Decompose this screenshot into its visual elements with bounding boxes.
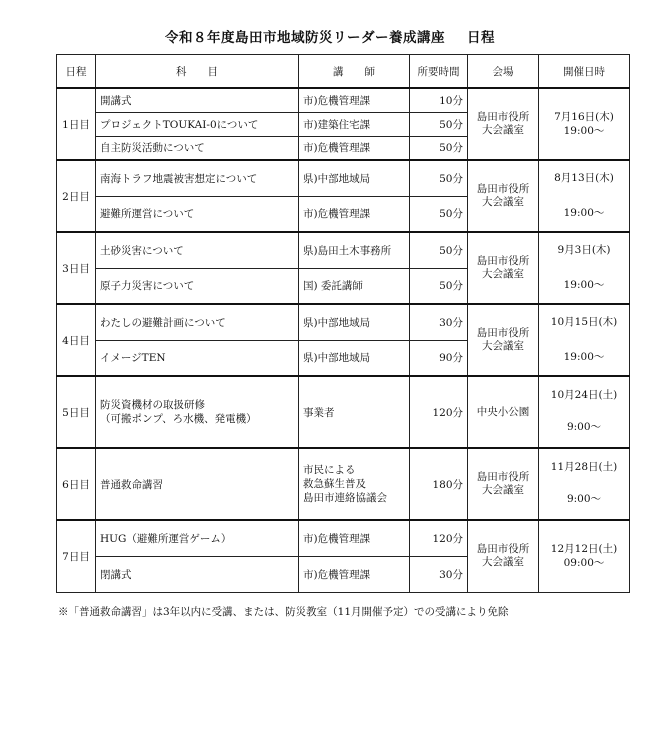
duration-cell: 50分	[410, 268, 468, 304]
subject-cell: 原子力災害について	[96, 268, 299, 304]
instructor-cell: 事業者	[299, 376, 410, 448]
venue-cell: 島田市役所 大会議室	[468, 160, 539, 232]
header-subject: 科 目	[96, 55, 299, 89]
duration-cell: 180分	[410, 448, 468, 520]
instructor-cell: 県)島田土木事務所	[299, 232, 410, 268]
venue-cell: 島田市役所 大会議室	[468, 232, 539, 304]
header-venue: 会場	[468, 55, 539, 89]
header-row	[57, 55, 630, 89]
subject-cell: 自主防災活動について	[96, 136, 299, 160]
date-text: 8月13日(木)	[554, 172, 614, 184]
duration-cell: 90分	[410, 340, 468, 376]
header-day: 日程	[57, 55, 96, 89]
time-text: 19:00～	[563, 125, 605, 137]
subject-cell: プロジェクトTOUKAI-0について	[96, 112, 299, 136]
schedule-table	[56, 54, 630, 593]
duration-cell: 120分	[410, 520, 468, 556]
time-text: 09:00～	[563, 557, 605, 570]
subject-cell: 普通救命講習	[96, 448, 299, 520]
table-row	[57, 232, 630, 268]
venue-cell: 中央小公園	[468, 376, 539, 448]
day-cell: 6日目	[57, 448, 96, 520]
subject-cell: 閉講式	[96, 556, 299, 592]
datetime-cell	[539, 448, 630, 520]
date-text: 12月12日(土)	[550, 543, 618, 556]
instructor-cell: 県)中部地域局	[299, 304, 410, 340]
datetime-cell	[539, 304, 630, 376]
instructor-cell: 市)建築住宅課	[299, 112, 410, 136]
date-text: 10月15日(木)	[550, 316, 618, 328]
datetime-cell	[539, 88, 630, 160]
instructor-cell: 市)危機管理課	[299, 520, 410, 556]
subject-cell: 開講式	[96, 88, 299, 112]
table-row	[57, 160, 630, 196]
subject-cell: 土砂災害について	[96, 232, 299, 268]
footnote: ※「普通救命講習」は3年以内に受講、または、防災教室（11月開催予定）での受講により免除	[58, 606, 509, 618]
title-main: 令和８年度島田市地域防災リーダー養成講座	[165, 30, 445, 46]
duration-cell: 120分	[410, 376, 468, 448]
day-cell: 1日目	[57, 88, 96, 160]
datetime-cell	[539, 232, 630, 304]
time-text: 9:00～	[566, 421, 602, 433]
instructor-cell: 市)危機管理課	[299, 196, 410, 232]
header-datetime: 開催日時	[539, 55, 630, 89]
time-text: 19:00～	[563, 207, 605, 219]
day-cell: 3日目	[57, 232, 96, 304]
subject-cell: HUG（避難所運営ゲーム）	[96, 520, 299, 556]
day-cell: 4日目	[57, 304, 96, 376]
duration-cell: 50分	[410, 160, 468, 196]
venue-cell: 島田市役所 大会議室	[468, 520, 539, 592]
venue-cell: 島田市役所 大会議室	[468, 448, 539, 520]
duration-cell: 10分	[410, 88, 468, 112]
venue-cell: 島田市役所 大会議室	[468, 304, 539, 376]
instructor-cell: 県)中部地域局	[299, 160, 410, 196]
time-text: 9:00～	[566, 493, 602, 505]
duration-cell: 30分	[410, 304, 468, 340]
date-text: 10月24日(土)	[550, 389, 618, 401]
duration-cell: 50分	[410, 196, 468, 232]
subject-cell: イメージTEN	[96, 340, 299, 376]
day-cell: 2日目	[57, 160, 96, 232]
duration-cell: 30分	[410, 556, 468, 592]
title-sub: 日程	[467, 30, 495, 46]
table-row	[57, 88, 630, 112]
duration-cell: 50分	[410, 232, 468, 268]
page-title	[0, 26, 660, 46]
datetime-cell	[539, 160, 630, 232]
day-cell: 5日目	[57, 376, 96, 448]
header-instructor: 講 師	[299, 55, 410, 89]
duration-cell: 50分	[410, 136, 468, 160]
subject-cell: 避難所運営について	[96, 196, 299, 232]
date-text: 9月3日(木)	[557, 244, 611, 256]
subject-cell: わたしの避難計画について	[96, 304, 299, 340]
subject-cell: 南海トラフ地震被害想定について	[96, 160, 299, 196]
datetime-cell	[539, 376, 630, 448]
table-row	[57, 376, 630, 448]
time-text: 19:00～	[563, 351, 605, 363]
day-cell: 7日目	[57, 520, 96, 592]
instructor-cell: 市民による 救急蘇生普及 島田市連絡協議会	[299, 448, 410, 520]
instructor-cell: 市)危機管理課	[299, 556, 410, 592]
time-text: 19:00～	[563, 279, 605, 291]
venue-cell: 島田市役所 大会議室	[468, 88, 539, 160]
table-row	[57, 520, 630, 556]
instructor-cell: 市)危機管理課	[299, 136, 410, 160]
table-row	[57, 304, 630, 340]
header-duration: 所要時間	[410, 55, 468, 89]
date-text: 7月16日(木)	[554, 111, 614, 123]
datetime-cell	[539, 520, 630, 592]
date-text: 11月28日(土)	[550, 461, 618, 473]
instructor-cell: 国) 委託講師	[299, 268, 410, 304]
duration-cell: 50分	[410, 112, 468, 136]
table-row	[57, 448, 630, 520]
instructor-cell: 市)危機管理課	[299, 88, 410, 112]
instructor-cell: 県)中部地域局	[299, 340, 410, 376]
subject-cell: 防災資機材の取扱研修 （可搬ポンプ、ろ水機、発電機）	[96, 376, 299, 448]
